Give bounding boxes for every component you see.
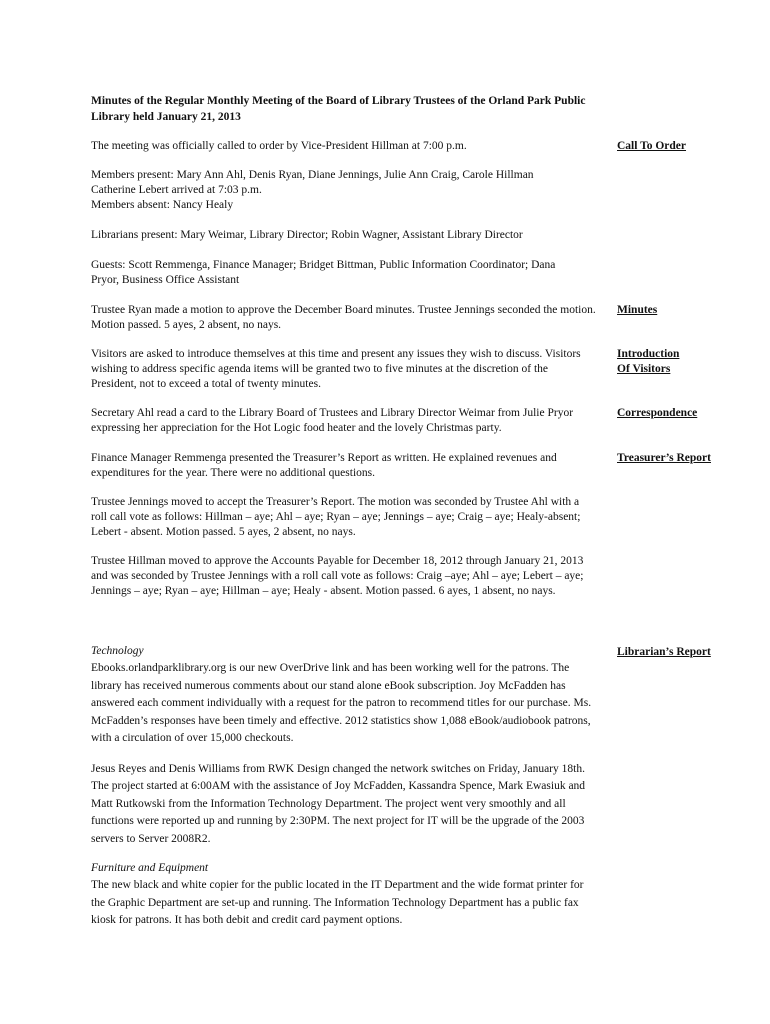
librarians-present: Librarians present: Mary Weimar, Library Director; Robin Wagner, Assistant Library Director (91, 229, 523, 241)
visitors-heading (617, 347, 679, 377)
furniture-section (91, 860, 596, 930)
correspondence-heading: Correspondence (617, 407, 698, 419)
members-present: Members present: Mary Ann Ahl, Denis Ryan, Diane Jennings, Julie Ann Craig, Carole Hillman (91, 169, 534, 181)
technology-label: Technology (91, 645, 144, 657)
treasurer-text-3: Trustee Hillman moved to approve the Accounts Payable for December 18, 2012 through January 21, 2013 and was seconded by Trustee Jennings with a roll call vote as follows: Craig –aye; Ahl – aye; Lebert – aye; Jennings – aye; Ryan – aye; Hillman – aye; Healy - absent. Motion passed. 6 ayes, 1 absent, no nays. (91, 555, 584, 597)
call-to-order-text: The meeting was officially called to order by Vice-President Hillman at 7:00 p.m. (91, 140, 467, 152)
technology-section (91, 643, 596, 747)
furniture-text: The new black and white copier for the public located in the IT Department and the wide format printer for the Graphic Department are set-up and running. The Information Technology Department has a public fax kiosk for patrons. It has both debit and credit card payment options. (91, 879, 584, 927)
call-to-order-heading: Call To Order (617, 140, 687, 152)
treasurer-text-2: Trustee Jennings moved to accept the Treasurer’s Report. The motion was seconded by Trustee Ahl with a roll call vote as follows: Hillman – aye; Ahl – aye; Ryan – aye; Jennings – aye; Craig – aye; Healy-absent; Lebert - absent. Motion passed. 5 ayes, 2 absent, no nays. (91, 496, 581, 538)
guests-text: Guests: Scott Remmenga, Finance Manager; Bridget Bittman, Public Information Coordinator; Dana Pryor, Business Office Assistant (91, 259, 556, 286)
members-block (91, 168, 601, 213)
furniture-label: Furniture and Equipment (91, 862, 209, 874)
treasurer-heading: Treasurer’s Report (617, 452, 711, 464)
minutes-heading: Minutes (617, 304, 658, 316)
technology-text: Ebooks.orlandparklibrary.org is our new OverDrive link and has been working well for the patrons. The library has received numerous comments about our stand alone eBook subscription. Joy McFadden has answered each comment individually with a request for the patron to recommend titles for our purchase. Ms. McFadden’s responses have been timely and effective. 2012 statistics show 1,088 eBook/audiobook patrons, with a circulation of over 15,000 checkouts. (91, 662, 592, 745)
correspondence-text: Secretary Ahl read a card to the Library Board of Trustees and Library Director Weimar from Julie Pryor expressing her appreciation for the Hot Logic food heater and the lovely Christmas party. (91, 407, 574, 434)
visitors-heading-line1: Introduction (617, 348, 680, 360)
librarian-report-heading: Librarian’s Report (617, 646, 711, 658)
document-title: Minutes of the Regular Monthly Meeting of the Board of Library Trustees of the Orland Park Public Library held January 21, 2013 (91, 95, 586, 123)
members-absent: Members absent: Nancy Healy (91, 199, 234, 211)
network-switch-text: Jesus Reyes and Denis Williams from RWK Design changed the network switches on Friday, January 18th. The project started at 6:00AM with the assistance of Joy McFadden, Kassandra Spence, Mark Ewasiuk and Matt Rutkowski from the Information Technology Department. The project went very smoothly and all functions were reported up and running by 2:30PM. The next project for IT will be the upgrade of the 2003 servers to Server 2008R2. (91, 763, 586, 845)
treasurer-text-1: Finance Manager Remmenga presented the Treasurer’s Report as written. He explained revenues and expenditures for the year. There were no additional questions. (91, 452, 557, 479)
minutes-text: Trustee Ryan made a motion to approve the December Board minutes. Trustee Jennings seconded the motion. Motion passed. 5 ayes, 2 absent, no nays. (91, 304, 596, 331)
visitors-heading-line2: Of Visitors (617, 363, 671, 375)
visitors-text: Visitors are asked to introduce themselves at this time and present any issues they wish to discuss. Visitors wishing to address specific agenda items will be granted two to five minutes at the discretion of the President, not to exceed a total of twenty minutes. (91, 348, 581, 390)
member-late-arrival: Catherine Lebert arrived at 7:03 p.m. (91, 184, 262, 196)
